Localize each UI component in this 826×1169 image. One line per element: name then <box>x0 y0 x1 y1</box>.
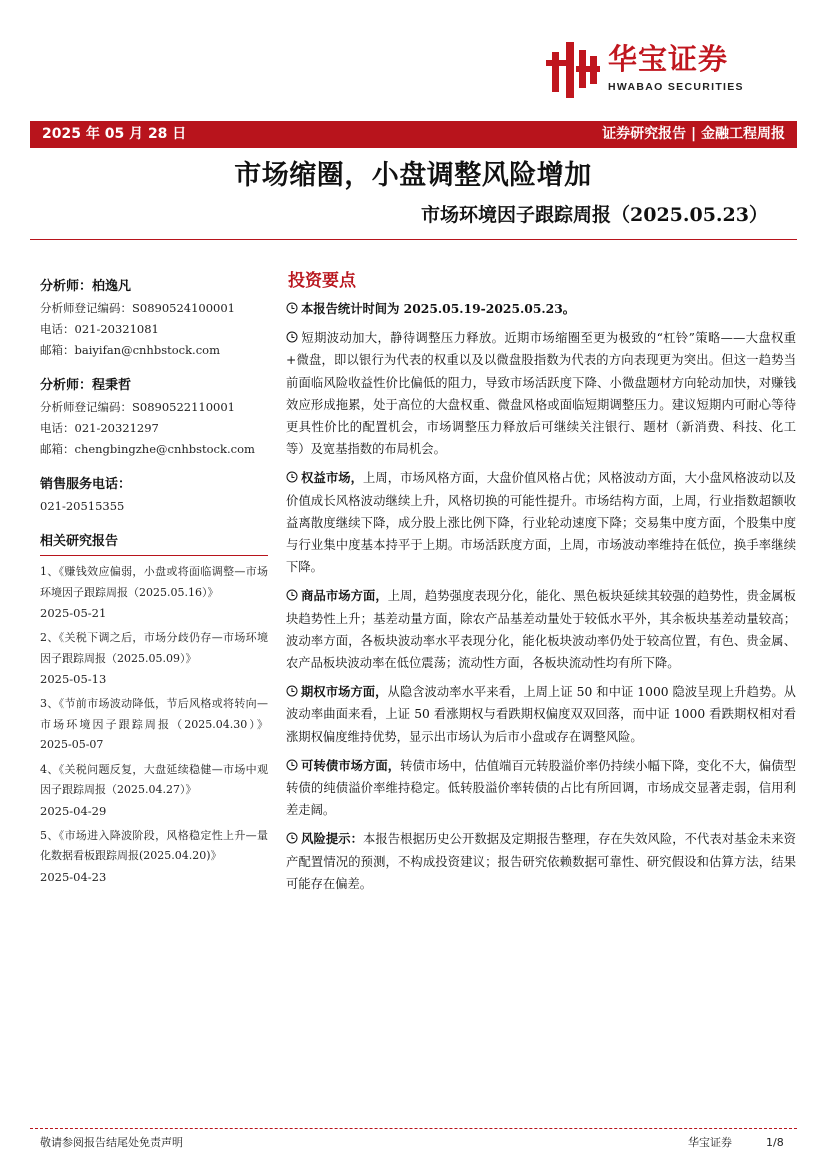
paragraph-body: 短期波动加大，静待调整压力释放。近期市场缩圈至更为极致的“杠铃”策略——大盘权重+微盘，即以银行为代表的权重以及以微盘股指数为代表的方向表现更为突出。但这一趋势当前面临风险收益性价比偏低的阻力，导致市场活跃度下降、小微盘题材方向轮动加快，对赚钱效应形成拖累，处于高位的大盘权重、微盘风格或面临短期调整压力。建议短期内可耐心等待更具性价比的配置机会，市场调整压力释放后可继续关注银行、题材（新消费、科技、化工等）及宽基指数的布局机会。 <box>286 331 796 457</box>
related-report-item[interactable]: 5、《市场进入降波阶段，风格稳定性上升—量化数据看板跟踪周报(2025.04.20)》 <box>40 828 268 862</box>
paragraph-lead: 可转债市场方面， <box>301 757 401 773</box>
analyst-1-phone: 电话：021-20321081 <box>40 322 159 336</box>
analyst-name: 柏逸凡 <box>92 279 132 294</box>
related-report-item[interactable]: 2、《关税下调之后，市场分歧仍存—市场环境因子跟踪周报（2025.05.09）》 <box>40 631 268 665</box>
paragraph-lead: 商品市场方面， <box>301 588 388 604</box>
analyst-2-reg: 分析师登记编码：S0890522110001 <box>40 400 235 414</box>
hwabao-logo-icon <box>546 42 602 98</box>
page-subtitle: 市场环境因子跟踪周报（2025.05.23） <box>421 204 768 226</box>
paragraph-lead: 期权市场方面， <box>301 684 388 700</box>
footer-divider <box>30 1128 797 1129</box>
summary-paragraph <box>286 585 796 674</box>
summary-paragraph <box>286 298 796 320</box>
related-report-date: 2025-05-21 <box>40 606 107 620</box>
clock-bullet-icon <box>286 331 298 343</box>
paragraph-lead: 本报告统计时间为 2025.05.19-2025.05.23。 <box>301 301 576 316</box>
paragraph-body: 上周，市场风格方面，大盘价值风格占优；风格波动方面，大小盘风格波动以及价值成长风格波动继续上升，风格切换的可能性提升。市场结构方面，上周，行业指数超额收益离散度继续下降，成分股上涨比例下降，行业轮动速度下降；交易集中度方面，个股集中度与行业集中度基本持平于上期。市场活跃度方面，上周，市场波动率维持在低位，换手率继续下降。 <box>286 471 796 575</box>
analyst-2-heading <box>40 375 268 397</box>
investment-summary <box>286 268 796 902</box>
summary-paragraph <box>286 755 796 822</box>
analyst-label: 分析师： <box>40 378 93 393</box>
paragraph-body: 本报告根据历史公开数据及定期报告整理，存在失效风险，不代表对基金未来资产配置情况的预测，不构成投资建议；报告研究依赖数据可靠性、研究假设和估算方法，结果可能存在偏差。 <box>286 832 796 891</box>
paragraph-body: 上周，趋势强度表现分化，能化、黑色板块延续其较强的趋势性，贵金属板块趋势性上升；基差动量方面，除农产品基差动量处于较低水平外，其余板块基差动量较高；波动率方面，各板块波动率水平表现分化，能化板块波动率仍处于较高位置，有色、贵金属、农产品板块波动率在低位震荡；流动性方面，各板块流动性均有所下降。 <box>286 589 796 671</box>
logo-name-en: HWABAO SECURITIES <box>608 81 744 93</box>
page-number: 1/8 <box>766 1136 784 1149</box>
related-report-date: 2025-05-13 <box>40 672 107 686</box>
related-report-date: 2025-04-29 <box>40 803 107 818</box>
related-report-item[interactable]: 4、《关税问题反复，大盘延续稳健—市场中观因子跟踪周报（2025.04.27）》 <box>40 762 268 796</box>
paragraph-body: 从隐含波动率水平来看，上周上证 50 和中证 1000 隐波呈现上升趋势。从波动率曲面来看，上证 50 看涨期权与看跌期权偏度双双回落，而中证 1000 看跌期权相对看涨期权偏度维持优势，显示出市场认为后市小盘或存在调整风险。 <box>286 685 796 744</box>
summary-paragraph <box>286 327 796 460</box>
paragraph-body: 转债市场中，估值端百元转股溢价率仍持续小幅下降，变化不大，偏债型转债的纯债溢价率维持稳定。低转股溢价率转债的占比有所回调，市场成交显著走弱，信用利差走阔。 <box>286 758 796 818</box>
clock-bullet-icon <box>286 302 298 314</box>
clock-bullet-icon <box>286 685 298 697</box>
analyst-1-reg: 分析师登记编码：S0890524100001 <box>40 301 235 315</box>
clock-bullet-icon <box>286 589 298 601</box>
report-type: 证券研究报告 | 金融工程周报 <box>602 126 785 142</box>
left-sidebar <box>40 276 268 892</box>
analyst-label: 分析师： <box>40 279 93 294</box>
logo-name-cn: 华宝证券 <box>608 42 729 76</box>
related-report-date: 2025-04-23 <box>40 869 107 884</box>
page-title: 市场缩圈，小盘调整风险增加 <box>234 160 592 191</box>
footer-disclaimer: 敬请参阅报告结尾处免责声明 <box>40 1136 183 1149</box>
related-report-item[interactable]: 3、《节前市场波动降低，节后风格或将转向—市场环境因子跟踪周报（2025.04.30）》2025-05-07 <box>40 697 268 751</box>
title-divider <box>30 239 797 240</box>
summary-paragraph <box>286 681 796 748</box>
clock-bullet-icon <box>286 832 298 844</box>
summary-paragraph <box>286 467 796 578</box>
analyst-1-heading <box>40 276 268 298</box>
report-date: 2025 年 05 月 28 日 <box>42 126 187 142</box>
paragraph-lead: 风险提示： <box>301 831 363 847</box>
header-bar <box>30 121 797 148</box>
paragraph-lead: 权益市场， <box>301 470 363 486</box>
footer-company: 华宝证券 <box>688 1136 732 1149</box>
sales-heading: 销售服务电话： <box>40 477 132 492</box>
related-reports-heading: 相关研究报告 <box>40 534 119 549</box>
analyst-2-phone: 电话：021-20321297 <box>40 421 159 435</box>
analyst-2-email[interactable]: 邮箱：chengbingzhe@cnhbstock.com <box>40 442 255 456</box>
analyst-1-email[interactable]: 邮箱：baiyifan@cnhbstock.com <box>40 343 220 357</box>
clock-bullet-icon <box>286 471 298 483</box>
related-report-item[interactable]: 1、《赚钱效应偏弱，小盘或将面临调整—市场环境因子跟踪周报（2025.05.16）》 <box>40 565 268 599</box>
analyst-name: 程秉哲 <box>92 378 132 393</box>
summary-paragraph <box>286 828 796 895</box>
company-logo <box>546 40 782 102</box>
clock-bullet-icon <box>286 759 298 771</box>
investment-heading: 投资要点 <box>288 271 356 291</box>
related-reports-divider <box>40 555 268 556</box>
sales-phone: 021-20515355 <box>40 499 125 513</box>
